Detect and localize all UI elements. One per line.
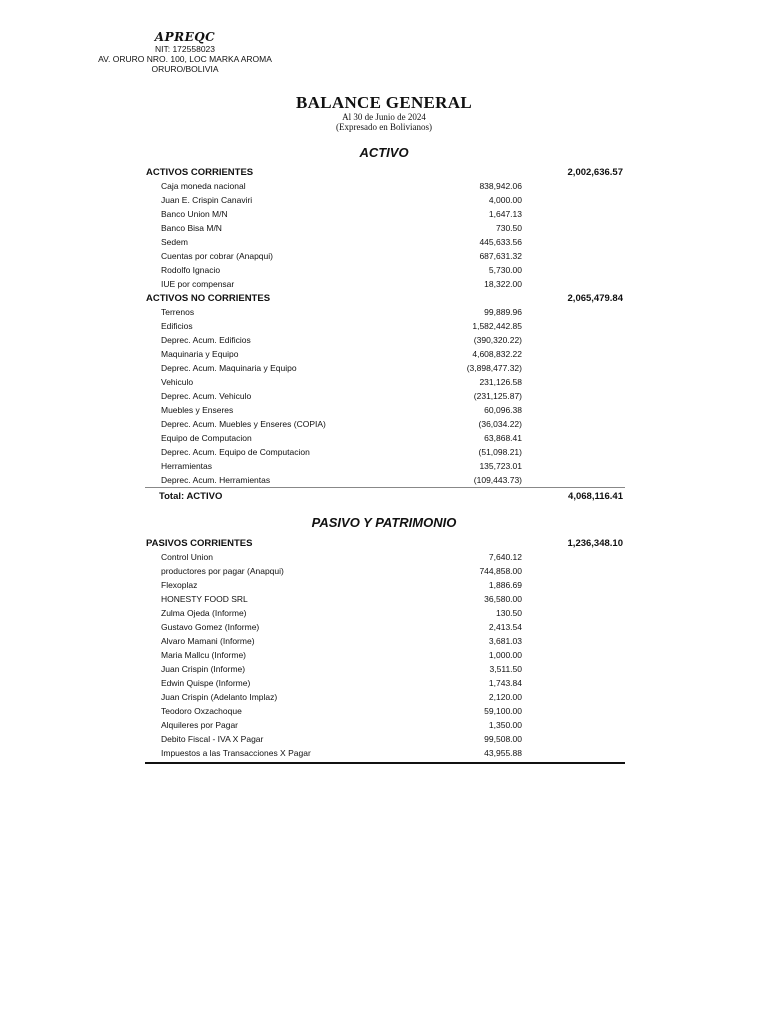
account-amount: 4,000.00 [488, 195, 522, 205]
account-amount: 60,096.38 [484, 405, 522, 415]
account-amount: 3,681.03 [488, 636, 522, 646]
account-name: Deprec. Acum. Edificios [161, 335, 251, 345]
table-row [145, 263, 625, 277]
table-row [145, 375, 625, 389]
account-name: Juan E. Crispin Canaviri [161, 195, 253, 205]
account-amount: 838,942.06 [479, 181, 522, 191]
activo-total-divider [145, 487, 625, 488]
account-amount: 36,580.00 [484, 594, 522, 604]
account-name: Sedem [161, 237, 188, 247]
account-amount: 2,413.54 [488, 622, 522, 632]
table-row [145, 550, 625, 564]
activos-no-corrientes-total: 2,065,479.84 [567, 293, 623, 304]
pasivos-corrientes-label: PASIVOS CORRIENTES [146, 538, 253, 549]
account-amount: (36,034.22) [478, 419, 522, 429]
account-amount: 445,633.56 [479, 237, 522, 247]
organization-header [90, 30, 280, 74]
account-name: HONESTY FOOD SRL [161, 594, 248, 604]
total-activo-value: 4,068,116.41 [568, 491, 623, 502]
account-amount: 1,647.13 [488, 209, 522, 219]
account-amount: 63,868.41 [484, 433, 522, 443]
account-name: Edificios [161, 321, 193, 331]
table-row [145, 193, 625, 207]
account-amount: (390,320.22) [473, 335, 522, 345]
organization-city: ORURO/BOLIVIA [151, 64, 219, 74]
activo-heading: ACTIVO [359, 145, 409, 160]
account-name: Alquileres por Pagar [161, 720, 239, 730]
table-row [145, 473, 625, 487]
account-name: Flexoplaz [161, 580, 198, 590]
account-amount: 99,889.96 [484, 307, 522, 317]
table-row [145, 718, 625, 732]
account-name: Zulma Ojeda (Informe) [161, 608, 247, 618]
account-name: Banco Union M/N [161, 209, 228, 219]
account-amount: (109,443.73) [473, 475, 522, 485]
table-row [145, 662, 625, 676]
table-row [145, 389, 625, 403]
table-row [145, 564, 625, 578]
table-row [145, 606, 625, 620]
report-title: BALANCE GENERAL [296, 93, 472, 112]
pasivos-corrientes-header [145, 537, 625, 550]
pasivo-bottom-divider [145, 762, 625, 764]
account-amount: 1,350.00 [488, 720, 522, 730]
account-amount: (51,098.21) [478, 447, 522, 457]
account-name: Herramientas [161, 461, 213, 471]
account-amount: (231,125.87) [473, 391, 522, 401]
table-row [145, 207, 625, 221]
account-name: Terrenos [161, 307, 195, 317]
account-name: Deprec. Acum. Equipo de Computacion [161, 447, 310, 457]
table-row [145, 676, 625, 690]
account-name: Control Union [161, 552, 213, 562]
account-name: Vehiculo [161, 377, 194, 387]
account-amount: 4,608,832.22 [472, 349, 522, 359]
table-row [145, 221, 625, 235]
account-amount: 5,730.00 [488, 265, 522, 275]
account-amount: 59,100.00 [484, 706, 522, 716]
table-row [145, 732, 625, 746]
table-row [145, 249, 625, 263]
account-name: Juan Crispin (Informe) [161, 664, 246, 674]
account-amount: 99,508.00 [484, 734, 522, 744]
account-amount: 1,582,442.85 [472, 321, 522, 331]
pasivos-corrientes-rows [145, 550, 625, 760]
account-amount: 18,322.00 [484, 279, 522, 289]
table-row [145, 305, 625, 319]
account-name: Alvaro Mamani (Informe) [161, 636, 255, 646]
account-amount: 130.50 [496, 608, 522, 618]
account-amount: 135,723.01 [479, 461, 522, 471]
table-row [145, 347, 625, 361]
organization-name: APREQC [154, 30, 216, 44]
total-activo-label: Total: ACTIVO [159, 491, 223, 502]
table-row [145, 704, 625, 718]
account-amount: 730.50 [496, 223, 522, 233]
account-amount: 1,743.84 [488, 678, 522, 688]
activos-no-corrientes-label: ACTIVOS NO CORRIENTES [146, 293, 271, 304]
pasivos-corrientes-total: 1,236,348.10 [567, 538, 623, 549]
account-name: Deprec. Acum. Maquinaria y Equipo [161, 363, 297, 373]
table-row [145, 235, 625, 249]
account-name: Gustavo Gomez (Informe) [161, 622, 260, 632]
account-name: Deprec. Acum. Muebles y Enseres (COPIA) [161, 419, 326, 429]
report-date: Al 30 de Junio de 2024 [342, 112, 426, 122]
activos-corrientes-header [145, 166, 625, 179]
activos-no-corrientes-header [145, 292, 625, 305]
account-name: Equipo de Computacion [161, 433, 252, 443]
pasivos-corrientes-section [145, 537, 625, 760]
table-row [145, 179, 625, 193]
activos-corrientes-section [145, 166, 625, 291]
table-row [145, 620, 625, 634]
pasivo-heading: PASIVO Y PATRIMONIO [311, 515, 457, 530]
account-amount: 231,126.58 [479, 377, 522, 387]
table-row [145, 319, 625, 333]
account-amount: (3,898,477.32) [466, 363, 522, 373]
account-name: Caja moneda nacional [161, 181, 246, 191]
account-name: Deprec. Acum. Vehiculo [161, 391, 252, 401]
account-name: Deprec. Acum. Herramientas [161, 475, 271, 485]
account-name: Cuentas por cobrar (Anapqui) [161, 251, 273, 261]
account-amount: 43,955.88 [484, 748, 522, 758]
account-name: Banco Bisa M/N [161, 223, 222, 233]
report-currency: (Expresado en Bolivianos) [336, 122, 432, 132]
account-name: productores por pagar (Anapqui) [161, 566, 284, 576]
table-row [145, 431, 625, 445]
activos-corrientes-label: ACTIVOS CORRIENTES [146, 167, 254, 178]
account-name: Impuestos a las Transacciones X Pagar [161, 748, 311, 758]
report-title-block [234, 93, 534, 132]
table-row [145, 277, 625, 291]
account-name: Juan Crispin (Adelanto Implaz) [161, 692, 278, 702]
organization-nit: NIT: 172558023 [154, 44, 216, 54]
account-name: Maquinaria y Equipo [161, 349, 239, 359]
account-amount: 687,631.32 [479, 251, 522, 261]
table-row [145, 578, 625, 592]
table-row [145, 592, 625, 606]
account-amount: 3,511.50 [489, 664, 522, 674]
activos-no-corrientes-section [145, 292, 625, 487]
total-activo-row [145, 490, 625, 504]
table-row [145, 417, 625, 431]
table-row [145, 746, 625, 760]
account-name: Debito Fiscal - IVA X Pagar [161, 734, 264, 744]
account-amount: 7,640.12 [488, 552, 522, 562]
account-name: Rodolfo Ignacio [161, 265, 221, 275]
account-amount: 1,000.00 [488, 650, 522, 660]
account-name: Maria Mallcu (Informe) [161, 650, 247, 660]
table-row [145, 459, 625, 473]
activos-corrientes-rows [145, 179, 625, 291]
account-amount: 744,858.00 [479, 566, 522, 576]
table-row [145, 403, 625, 417]
activos-corrientes-total: 2,002,636.57 [567, 167, 623, 178]
table-row [145, 445, 625, 459]
table-row [145, 690, 625, 704]
account-name: IUE por compensar [161, 279, 235, 289]
account-name: Edwin Quispe (Informe) [161, 678, 251, 688]
table-row [145, 361, 625, 375]
account-amount: 2,120.00 [488, 692, 522, 702]
table-row [145, 648, 625, 662]
activos-no-corrientes-rows [145, 305, 625, 487]
account-amount: 1,886.69 [488, 580, 522, 590]
organization-address: AV. ORURO NRO. 100, LOC MARKA AROMA [98, 54, 272, 64]
table-row [145, 634, 625, 648]
account-name: Muebles y Enseres [161, 405, 234, 415]
table-row [145, 333, 625, 347]
account-name: Teodoro Oxzachoque [161, 706, 242, 716]
